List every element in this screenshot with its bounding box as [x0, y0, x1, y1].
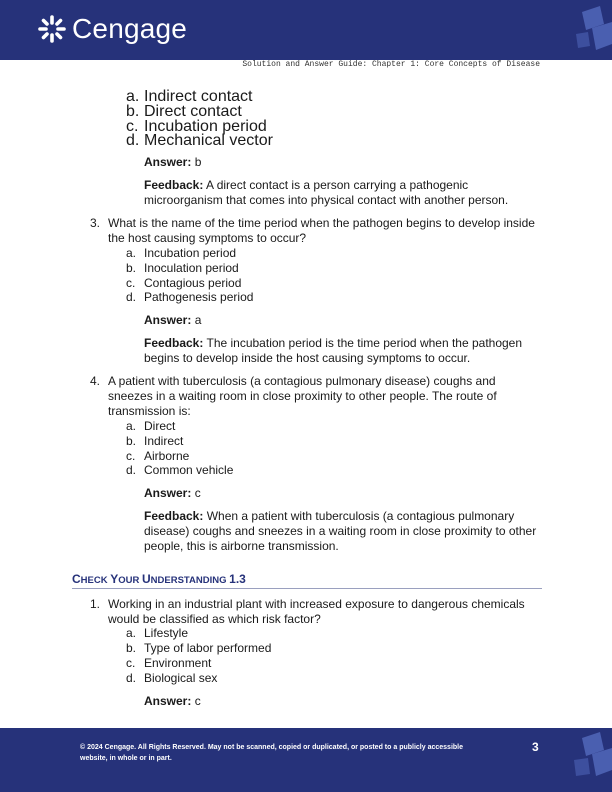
page-footer	[0, 728, 612, 792]
cengage-logo	[36, 13, 187, 45]
answer: Answer: c	[144, 694, 201, 708]
answer: Answer: a	[144, 313, 202, 327]
running-head: Solution and Answer Guide: Chapter 1: Core Concepts of Disease	[242, 60, 540, 69]
cengage-mark-icon	[36, 13, 68, 45]
page-header	[0, 0, 612, 60]
answer: Answer: c	[144, 486, 201, 500]
feedback: Feedback: When a patient with tuberculosis (a contagious pulmonary disease) coughs and sneezes in a waiting room in close proximity to other people, this is airborne transmission.	[144, 509, 537, 553]
header-decoration	[572, 0, 612, 60]
footer-decoration	[570, 728, 612, 792]
page-number: 3	[532, 740, 539, 754]
copyright-notice: © 2024 Cengage. All Rights Reserved. May not be scanned, copied or duplicated, or posted to a publicly accessible website, in whole or in part.	[80, 744, 464, 762]
brand-name: Cengage	[72, 13, 188, 44]
section-heading: CHECK YOUR UNDERSTANDING 1.3	[72, 572, 542, 589]
answer: Answer: b	[144, 155, 202, 169]
feedback: Feedback: A direct contact is a person carrying a pathogenic microorganism that comes into physical contact with another person.	[144, 178, 509, 207]
feedback: Feedback: The incubation period is the time period when the pathogen begins to develop inside the host causing symptoms to occur.	[144, 336, 523, 365]
